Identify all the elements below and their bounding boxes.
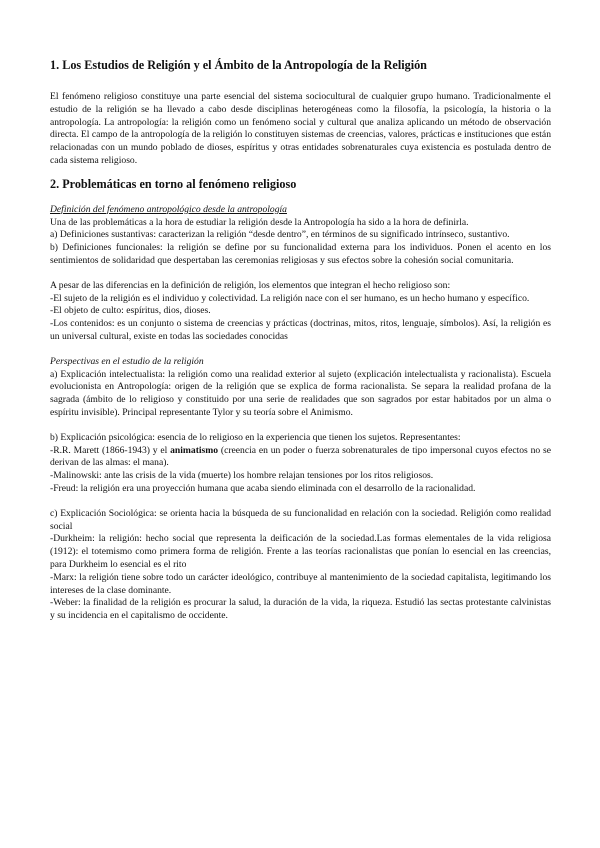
definition-item-b: b) Definiciones funcionales: la religión se define por su funcionalidad externa para los individuos. Ponen el acento en los sentimientos de solidaridad que despertaban las ceremonias religiosas y sus efectos sobre la cohesión social comunitaria. bbox=[50, 242, 551, 266]
section-2-heading: 2. Problemáticas en torno al fenómeno religioso bbox=[50, 176, 297, 191]
section-1-paragraph: El fenómeno religioso constituye una parte esencial del sistema sociocultural de cualquier grupo humano. Tradicionalmente el estudio de la religión se ha llevado a cabo desde disciplinas heterogéneas como la filosofía, la psicología, la historia o la antropología. La antropología: la religión como un fenómeno social y cultural que analiza aplicando un método de observación directa. El campo de la antropología de la religión lo constituyen sistemas de creencias, valores, prácticas e instituciones que están relacionadas con un mundo poblado de dioses, espíritus y otras entidades sobrenaturales cuya existencia es postulada dentro de cada sistema religioso. bbox=[50, 91, 551, 166]
animatismo-term: animatismo bbox=[170, 444, 219, 456]
marett-text-before: -R.R. Marett (1866-1943) y el bbox=[50, 444, 171, 456]
perspective-c-intro: c) Explicación Sociológica: se orienta hacia la búsqueda de su funcionalidad en relación con la sociedad. Religión como realidad social bbox=[50, 507, 551, 532]
perspective-b-marett bbox=[50, 445, 551, 471]
perspective-a: a) Explicación intelectualista: la religión como una realidad exterior al sujeto (explicación intelectualista y racionalista). Escuela evolucionista en Antropología: origen de la religión que se explica de forma racionalista. Se separa la realidad profana de la sagrada (ámbito de lo religioso y constituido por una serie de realidades que son sagrados por estar habitados por un alma o espíritu invisible). Principal representante Tylor y su teoría sobre el Animismo. bbox=[50, 368, 551, 418]
perspective-b-intro: b) Explicación psicológica: esencia de lo religioso en la experiencia que tienen los sujetos. Representantes: bbox=[50, 431, 461, 443]
definition-item-a: a) Definiciones sustantivas: caracterizan la religión “desde dentro”, en términos de su significado intrínseco, sustantivo. bbox=[50, 229, 510, 241]
marett-text-after: (creencia en un poder o fuerza sobrenaturales de tipo impersonal cuyos efectos no se derivan de las almas: el mana). bbox=[50, 444, 551, 469]
elements-subject: -El sujeto de la religión es el individuo y colectividad. La religión nace con el ser humano, es un hecho humano y específico. bbox=[50, 292, 530, 304]
perspective-c-durkheim: -Durkheim: la religión: hecho social que representa la deificación de la sociedad.Las formas elementales de la vida religiosa (1912): el totemismo como primera forma de religión. Frente a las teorías racionalistas que ponían lo esencial en las creencias, para Durkheim lo esencial es el rito bbox=[50, 533, 551, 570]
perspective-c-weber: -Weber: la finalidad de la religión es procurar la salud, la duración de la vida, la riqueza. Estudió las sectas protestante calvinistas y su incidencia en el capitalismo de occidente. bbox=[50, 597, 551, 622]
section-1-heading: 1. Los Estudios de Religión y el Ámbito de la Antropología de la Religión bbox=[50, 58, 427, 72]
perspective-c-marx: -Marx: la religión tiene sobre todo un carácter ideológico, contribuye al mantenimiento de la sociedad capitalista, legitimando los intereses de la clase dominante. bbox=[50, 571, 551, 596]
elements-object: -El objeto de culto: espíritus, dios, dioses. bbox=[50, 305, 211, 317]
perspective-b-malinowski: -Malinowski: ante las crisis de la vida (muerte) los hombre relajan tensiones por los ritos religiosos. bbox=[50, 470, 434, 482]
perspective-b-freud: -Freud: la religión era una proyección humana que acaba siendo eliminada con el desarrollo de la racionalidad. bbox=[50, 482, 476, 494]
definition-intro: Una de las problemáticas a la hora de estudiar la religión desde la Antropología ha sido a la hora de definirla. bbox=[50, 216, 469, 228]
document-page bbox=[50, 58, 551, 623]
definition-subheading: Definición del fenómeno antropológico desde la antropología bbox=[50, 203, 287, 215]
elements-contents: -Los contenidos: es un conjunto o sistema de creencias y prácticas (doctrinas, mitos, ritos, lenguaje, símbolos). Así, la religión es un universal cultural, existe en todas las sociedades conocidas bbox=[50, 318, 551, 342]
perspectives-subheading: Perspectivas en el estudio de la religión bbox=[50, 355, 204, 367]
elements-intro: A pesar de las diferencias en la definición de religión, los elementos que integran el hecho religioso son: bbox=[50, 279, 451, 291]
